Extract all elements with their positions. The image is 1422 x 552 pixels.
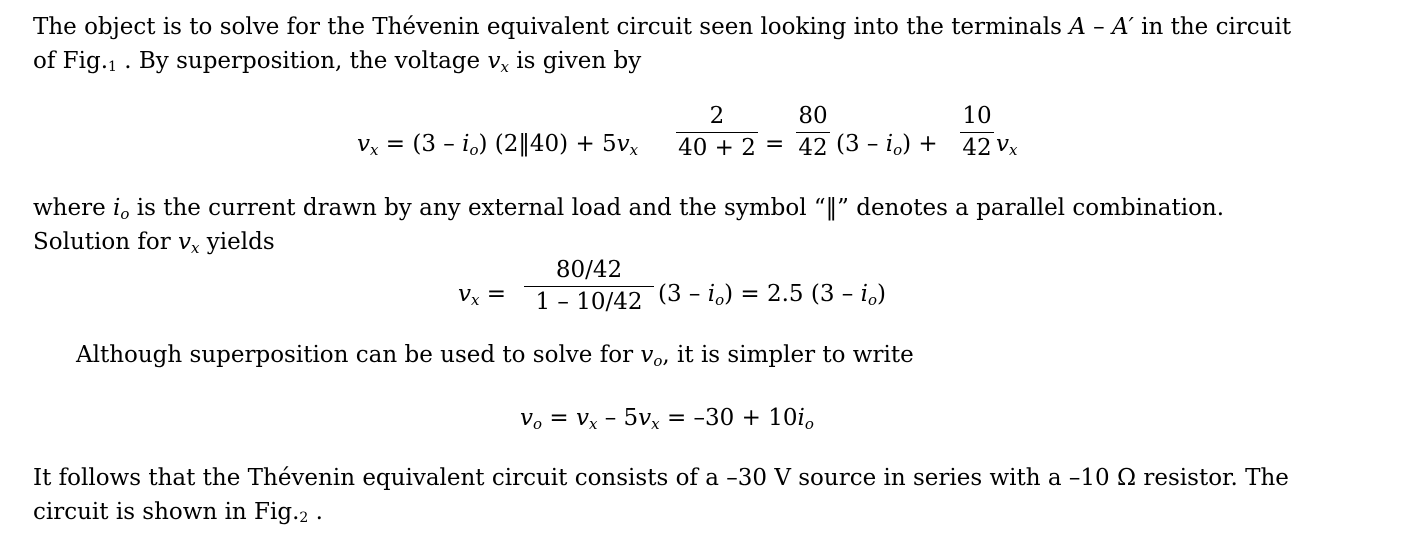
fraction-80-over-42 bbox=[796, 105, 830, 160]
math-i: i bbox=[113, 195, 121, 221]
text: is given by bbox=[508, 48, 642, 74]
paragraph-2-line-1 bbox=[33, 197, 1224, 222]
denominator: 42 bbox=[962, 135, 992, 161]
paragraph-4-line-2 bbox=[33, 501, 323, 525]
text: where bbox=[33, 195, 114, 221]
numerator: 10 bbox=[962, 103, 992, 129]
math-i: i bbox=[860, 281, 868, 307]
text: . By superposition, the voltage bbox=[116, 48, 488, 74]
math-v: v bbox=[520, 405, 533, 431]
math-i: i bbox=[462, 131, 470, 157]
math-subscript: o bbox=[120, 205, 130, 223]
math-A-prime: A′ bbox=[1111, 14, 1134, 40]
math-v: v bbox=[996, 131, 1009, 157]
equation-1-part-b bbox=[836, 133, 938, 158]
equation-2-rhs bbox=[658, 283, 886, 308]
math-v: v bbox=[357, 131, 370, 157]
text: . bbox=[308, 499, 323, 525]
text: is the current drawn by any external load and the symbol “‖” denotes a parallel combination. bbox=[129, 195, 1225, 221]
math-subscript: o bbox=[469, 141, 479, 159]
numerator: 2 bbox=[709, 103, 725, 129]
math-subscript: o bbox=[804, 415, 814, 433]
fraction-10-over-42 bbox=[960, 105, 994, 160]
text: yields bbox=[199, 229, 275, 255]
math-subscript: x bbox=[500, 58, 509, 76]
equation-1-part-c bbox=[996, 133, 1017, 158]
text: circuit is shown in Fig. bbox=[33, 499, 300, 525]
text: of Fig. bbox=[33, 48, 109, 74]
denominator: 40 + 2 bbox=[678, 135, 756, 161]
equation-1-part-a bbox=[357, 133, 638, 158]
math-v: v bbox=[638, 405, 652, 431]
math-subscript: x bbox=[1009, 141, 1018, 159]
math-v: v bbox=[458, 281, 471, 307]
text: Although superposition can be used to solve for bbox=[76, 342, 641, 368]
text: , it is simpler to write bbox=[662, 342, 914, 368]
math-i: i bbox=[885, 131, 894, 157]
math-subscript: x bbox=[471, 291, 480, 309]
figure-ref-link[interactable]: 2 bbox=[299, 510, 309, 526]
math-i: i bbox=[797, 405, 805, 431]
figure-ref-link[interactable]: 1 bbox=[108, 59, 117, 75]
fraction-bar bbox=[524, 286, 654, 287]
paragraph-2-line-2 bbox=[33, 231, 275, 256]
denominator: 42 bbox=[798, 135, 828, 161]
math-equals: = bbox=[542, 405, 576, 431]
text: Solution for bbox=[33, 229, 179, 255]
math-subscript: x bbox=[629, 141, 639, 159]
text: It follows that the Thévenin equivalent circuit consists of a –30 V source in series with a –10 Ω resistor. The bbox=[33, 465, 1289, 491]
numerator: 80/42 bbox=[555, 257, 623, 283]
paragraph-3 bbox=[76, 344, 914, 369]
math-text: (3 – bbox=[412, 131, 463, 157]
text: The object is to solve for the Thévenin equivalent circuit seen looking into the terminals bbox=[33, 14, 1070, 40]
math-minus: – bbox=[1085, 14, 1112, 40]
math-text: = –30 + 10 bbox=[659, 405, 798, 431]
denominator: 1 – 10/42 bbox=[535, 289, 643, 315]
fraction-bar bbox=[796, 132, 830, 133]
math-equals: = bbox=[765, 131, 785, 157]
fraction-bar bbox=[676, 132, 758, 133]
math-v: v bbox=[640, 342, 654, 368]
math-text: ) = 2.5 (3 – bbox=[724, 281, 861, 307]
math-subscript: x bbox=[588, 415, 598, 433]
math-v: v bbox=[616, 131, 630, 157]
math-text: ) bbox=[877, 281, 886, 307]
fraction-bar bbox=[960, 132, 994, 133]
math-subscript: o bbox=[893, 141, 903, 159]
math-equals: = bbox=[385, 131, 406, 157]
math-subscript: x bbox=[191, 239, 200, 257]
math-text: (3 – bbox=[658, 281, 708, 307]
math-subscript: o bbox=[715, 291, 725, 309]
equation-2-lhs bbox=[458, 283, 506, 308]
fraction-80-42-over-1-minus-10-42 bbox=[524, 259, 654, 314]
math-subscript: x bbox=[370, 141, 379, 159]
math-subscript: o bbox=[867, 291, 877, 309]
math-text: ) (2‖40) + 5 bbox=[478, 131, 617, 157]
paragraph-4-line-1 bbox=[33, 467, 1289, 490]
paragraph-1-line-1 bbox=[33, 16, 1291, 39]
math-subscript: x bbox=[651, 415, 660, 433]
paragraph-1-line-2 bbox=[33, 50, 641, 75]
math-i: i bbox=[707, 281, 716, 307]
math-v: v bbox=[575, 405, 589, 431]
math-v: v bbox=[178, 229, 192, 255]
math-subscript: o bbox=[653, 352, 663, 370]
math-v: v bbox=[487, 48, 501, 74]
math-text: ) + bbox=[902, 131, 938, 157]
math-equals: = bbox=[486, 281, 507, 307]
fraction-2-over-42 bbox=[676, 105, 758, 160]
math-text: (3 – bbox=[836, 131, 886, 157]
equation-1-equals bbox=[765, 133, 784, 156]
equation-3 bbox=[520, 407, 814, 432]
text: in the circuit bbox=[1133, 14, 1292, 40]
math-subscript: o bbox=[533, 415, 543, 433]
numerator: 80 bbox=[798, 103, 828, 129]
math-A: A bbox=[1069, 14, 1086, 40]
math-text: – 5 bbox=[597, 405, 639, 431]
